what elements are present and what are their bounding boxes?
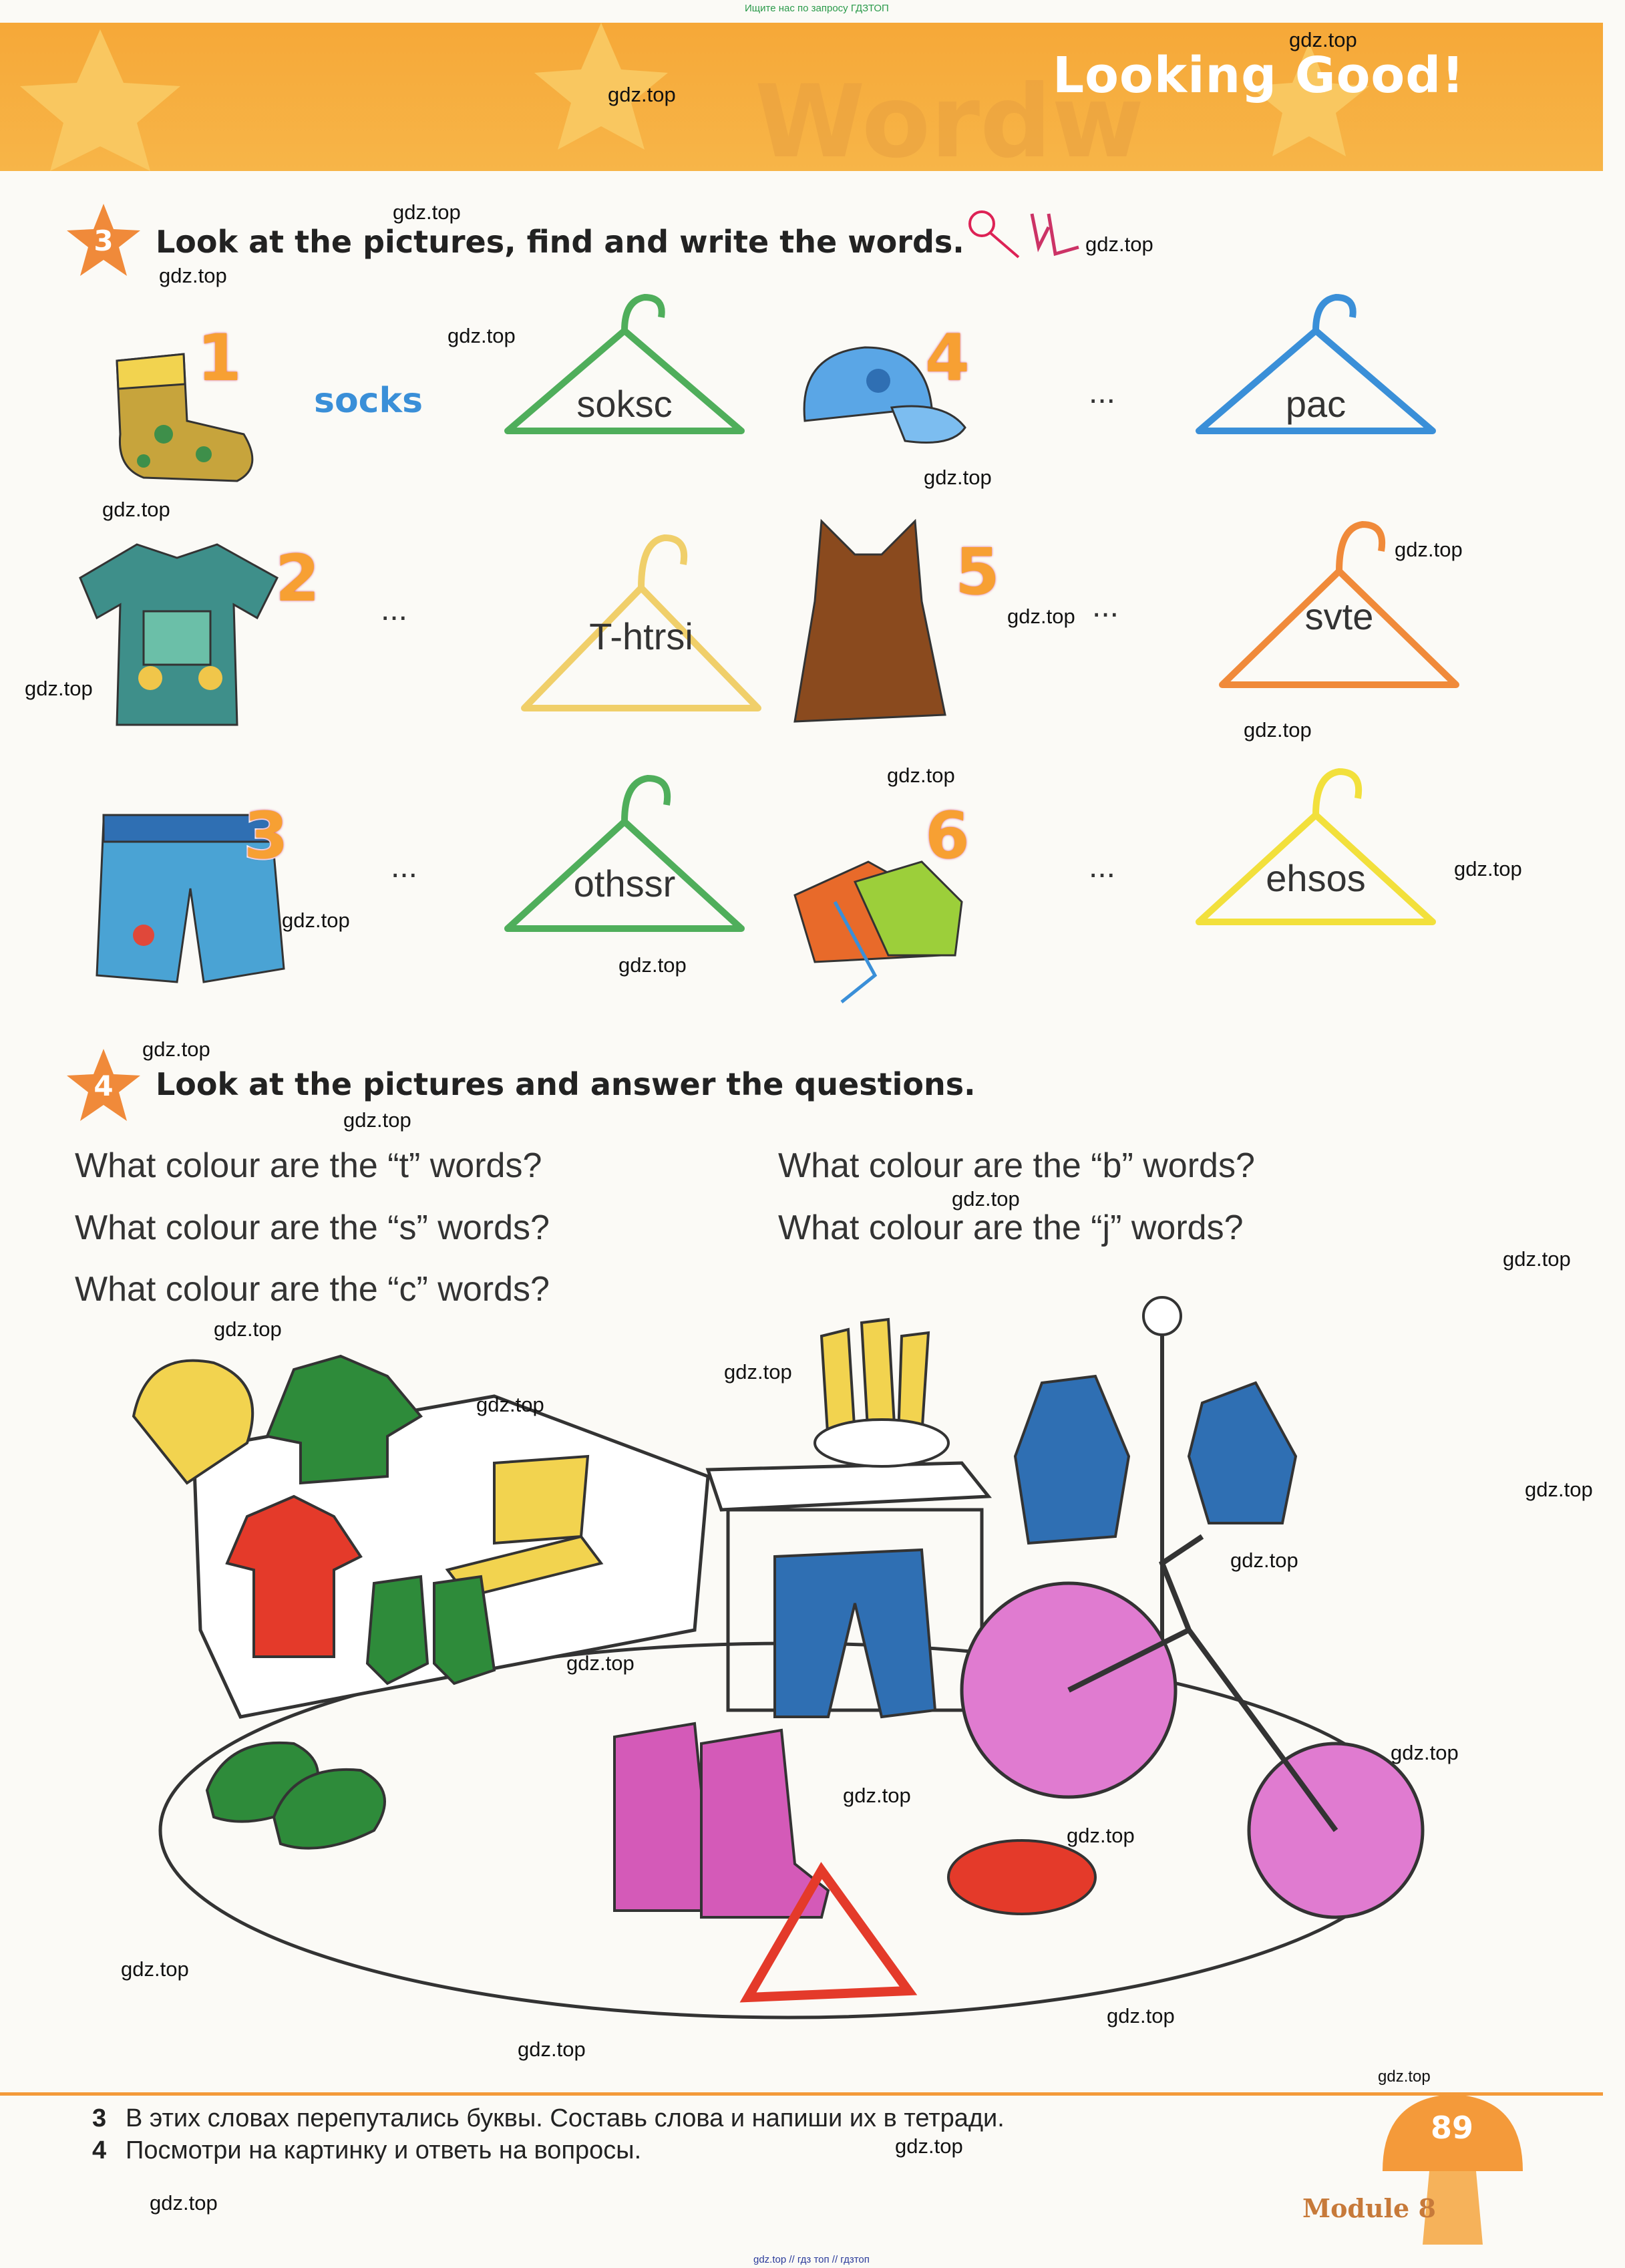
- watermark: gdz.top: [282, 909, 350, 932]
- footer-note: 4 Посмотри на картинку и ответь на вопросы.: [92, 2136, 642, 2164]
- watermark: gdz.top: [1454, 857, 1522, 880]
- watermark: gdz.top: [1289, 28, 1357, 51]
- watermark: gdz.top: [1085, 232, 1153, 256]
- watermark: gdz.top: [102, 498, 170, 521]
- page-title: Looking Good!: [1053, 47, 1465, 104]
- scrambled-word: ehsos: [1266, 857, 1366, 899]
- exercise-4-instruction: Look at the pictures and answer the questions.: [156, 1066, 976, 1102]
- hanger-icon: [1186, 277, 1446, 458]
- question: What colour are the “j” words?: [778, 1208, 1244, 1247]
- watermark: gdz.top: [1503, 1247, 1571, 1271]
- top-note: Ищите нас по запросу ГДЗТОП: [745, 3, 889, 14]
- watermark: gdz.top: [843, 1784, 911, 1807]
- hanger-icon: [494, 762, 755, 955]
- bedroom-scene-illustration: [120, 1283, 1456, 2051]
- bottom-note: gdz.top // гдз топ // гдзтоп: [753, 2254, 870, 2265]
- watermark: gdz.top: [121, 1957, 189, 1981]
- item-number: 5: [955, 534, 1000, 609]
- watermark: gdz.top: [393, 200, 461, 224]
- watermark: gdz.top: [566, 1651, 635, 1675]
- scrambled-word: T-htrsi: [589, 615, 693, 657]
- footer-note: 3 В этих словах перепутались буквы. Составь слова и напиши их в тетради.: [92, 2104, 1005, 2132]
- exercise-3-instruction: Look at the pictures, find and write the words.: [156, 224, 964, 260]
- scrambled-word: svte: [1304, 595, 1374, 637]
- exercise-4-number-icon: 4: [67, 1049, 140, 1122]
- item-number: 6: [925, 798, 970, 873]
- svg-text:Wordw: Wordw: [755, 64, 1145, 171]
- watermark: gdz.top: [1007, 605, 1075, 628]
- item-number: 3: [244, 798, 289, 873]
- scrambled-word: pac: [1285, 383, 1346, 425]
- item-number: 1: [197, 321, 242, 395]
- watermark: gdz.top: [1395, 538, 1463, 561]
- page-number: 89: [1431, 2110, 1474, 2146]
- watermark: gdz.top: [887, 764, 955, 787]
- watermark: gdz.top: [1230, 1549, 1298, 1572]
- watermark: gdz.top: [1378, 2068, 1431, 2086]
- scissors-icon: [962, 207, 1082, 261]
- watermark: gdz.top: [343, 1108, 411, 1132]
- tshirt-icon: [77, 538, 291, 732]
- question: What colour are the “c” words?: [75, 1270, 550, 1309]
- question: What colour are the “b” words?: [778, 1146, 1255, 1185]
- watermark: gdz.top: [447, 324, 516, 347]
- scrambled-word: othssr: [573, 862, 676, 905]
- answer-blank: ...: [1092, 589, 1119, 624]
- watermark: gdz.top: [618, 953, 687, 977]
- watermark: gdz.top: [724, 1360, 792, 1384]
- watermark: gdz.top: [895, 2134, 963, 2158]
- question: What colour are the “t” words?: [75, 1146, 542, 1185]
- watermark: gdz.top: [608, 83, 676, 106]
- footer-divider: [0, 2092, 1603, 2096]
- answer-blank: ...: [1089, 375, 1116, 410]
- exercise-3-number-icon: 3: [67, 204, 140, 277]
- watermark: gdz.top: [1107, 2004, 1175, 2028]
- answer-socks: socks: [314, 381, 423, 421]
- item-number: 4: [925, 321, 970, 395]
- watermark: gdz.top: [142, 1037, 210, 1061]
- answer-blank: ...: [1089, 849, 1116, 884]
- watermark: gdz.top: [25, 677, 93, 700]
- watermark: gdz.top: [1525, 1478, 1593, 1501]
- watermark: gdz.top: [476, 1393, 544, 1416]
- watermark: gdz.top: [518, 2038, 586, 2061]
- vest-icon: [788, 514, 962, 742]
- scrambled-word: soksc: [576, 383, 673, 425]
- watermark: gdz.top: [159, 264, 227, 287]
- watermark: gdz.top: [214, 1317, 282, 1341]
- watermark: gdz.top: [924, 466, 992, 489]
- watermark: gdz.top: [1067, 1824, 1135, 1847]
- watermark: gdz.top: [1244, 718, 1312, 742]
- answer-blank: ...: [391, 849, 418, 884]
- watermark: gdz.top: [952, 1187, 1020, 1210]
- watermark: gdz.top: [150, 2191, 218, 2215]
- hanger-icon: [1186, 755, 1446, 949]
- question: What colour are the “s” words?: [75, 1208, 550, 1247]
- watermark: gdz.top: [1391, 1741, 1459, 1764]
- hanger-icon: [494, 277, 755, 458]
- item-number: 2: [275, 541, 320, 616]
- module-label: Module 8: [1302, 2193, 1436, 2223]
- answer-blank: ...: [381, 592, 408, 627]
